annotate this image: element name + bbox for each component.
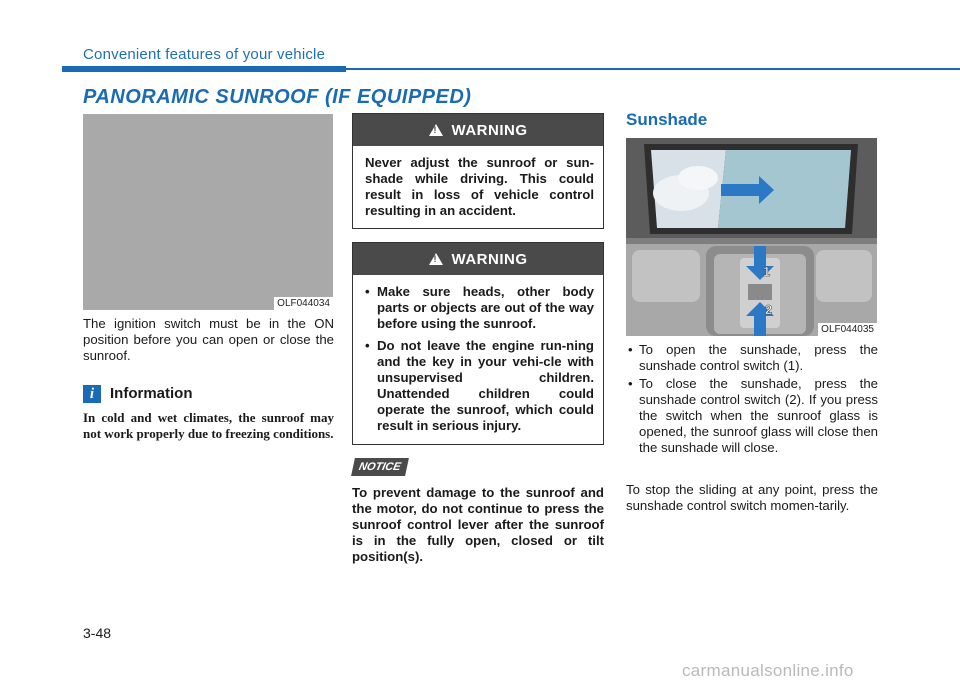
watermark: carmanualsonline.info: [682, 661, 854, 680]
stop-text: To stop the sliding at any point, press the sunshade control switch momen-tarily.: [626, 482, 878, 513]
warning-box-2: [352, 242, 604, 445]
sunshade-title: Sunshade: [626, 110, 708, 129]
notice-text: To prevent damage to the sunroof and the motor, do not continue to press the sunroof control lever after the sunroof is in the fully open, closed or tilt position(s).: [352, 485, 604, 564]
header-rule: [346, 68, 960, 70]
warning-header: [353, 114, 603, 146]
sunroof-photo-placeholder: [83, 114, 333, 310]
information-icon: i: [83, 385, 101, 403]
callout-1: 1: [763, 264, 771, 279]
list-item: • To close the sunshade, press the sunshade control switch (2). If you press the switch when the sunroof glass is opened, the sunroof glass will close then the sunshade will close.: [626, 376, 878, 456]
warning-list: [365, 284, 594, 434]
sunshade-illustration: [626, 138, 877, 336]
warning-list-item: • Make sure heads, other body parts or objects are out of the way before using the sunroof.: [365, 284, 594, 332]
warning-body: [353, 275, 603, 448]
information-text: In cold and wet climates, the sunroof may not work properly due to freezing conditions.: [83, 410, 334, 441]
section-header: Convenient features of your vehicle: [83, 46, 326, 63]
warning-triangle-icon: [429, 124, 443, 136]
sunshade-photo: [626, 138, 877, 336]
warning-text: Never adjust the sunroof or sun-shade while driving. This could result in loss of vehicle control resulting in an accident.: [365, 155, 594, 218]
warning-label: WARNING: [451, 121, 528, 139]
page-title: PANORAMIC SUNROOF (IF EQUIPPED): [83, 86, 472, 108]
warning-list-item: • Do not leave the engine run-ning and the key in your vehi-cle with unsupervised children. Unattended children could operate the sunroof, which could result in serious injury.: [365, 338, 594, 434]
photo-code: OLF044034: [274, 297, 333, 310]
ignition-text: The ignition switch must be in the ON position before you can open or close the sunroof.: [83, 316, 334, 363]
photo-code: OLF044035: [818, 323, 877, 336]
list-item: • To open the sunshade, press the sunshade control switch (1).: [626, 342, 878, 374]
sunshade-instructions: [626, 342, 878, 458]
information-title: Information: [110, 385, 193, 402]
warning-box-1: [352, 113, 604, 229]
notice-badge: NOTICE: [351, 458, 408, 476]
warning-triangle-icon: [429, 253, 443, 265]
warning-header: [353, 243, 603, 275]
page-number: 3-48: [83, 625, 112, 641]
callout-2: 2: [765, 302, 773, 317]
header-accent-bar: [62, 66, 346, 72]
warning-label: WARNING: [451, 250, 528, 268]
